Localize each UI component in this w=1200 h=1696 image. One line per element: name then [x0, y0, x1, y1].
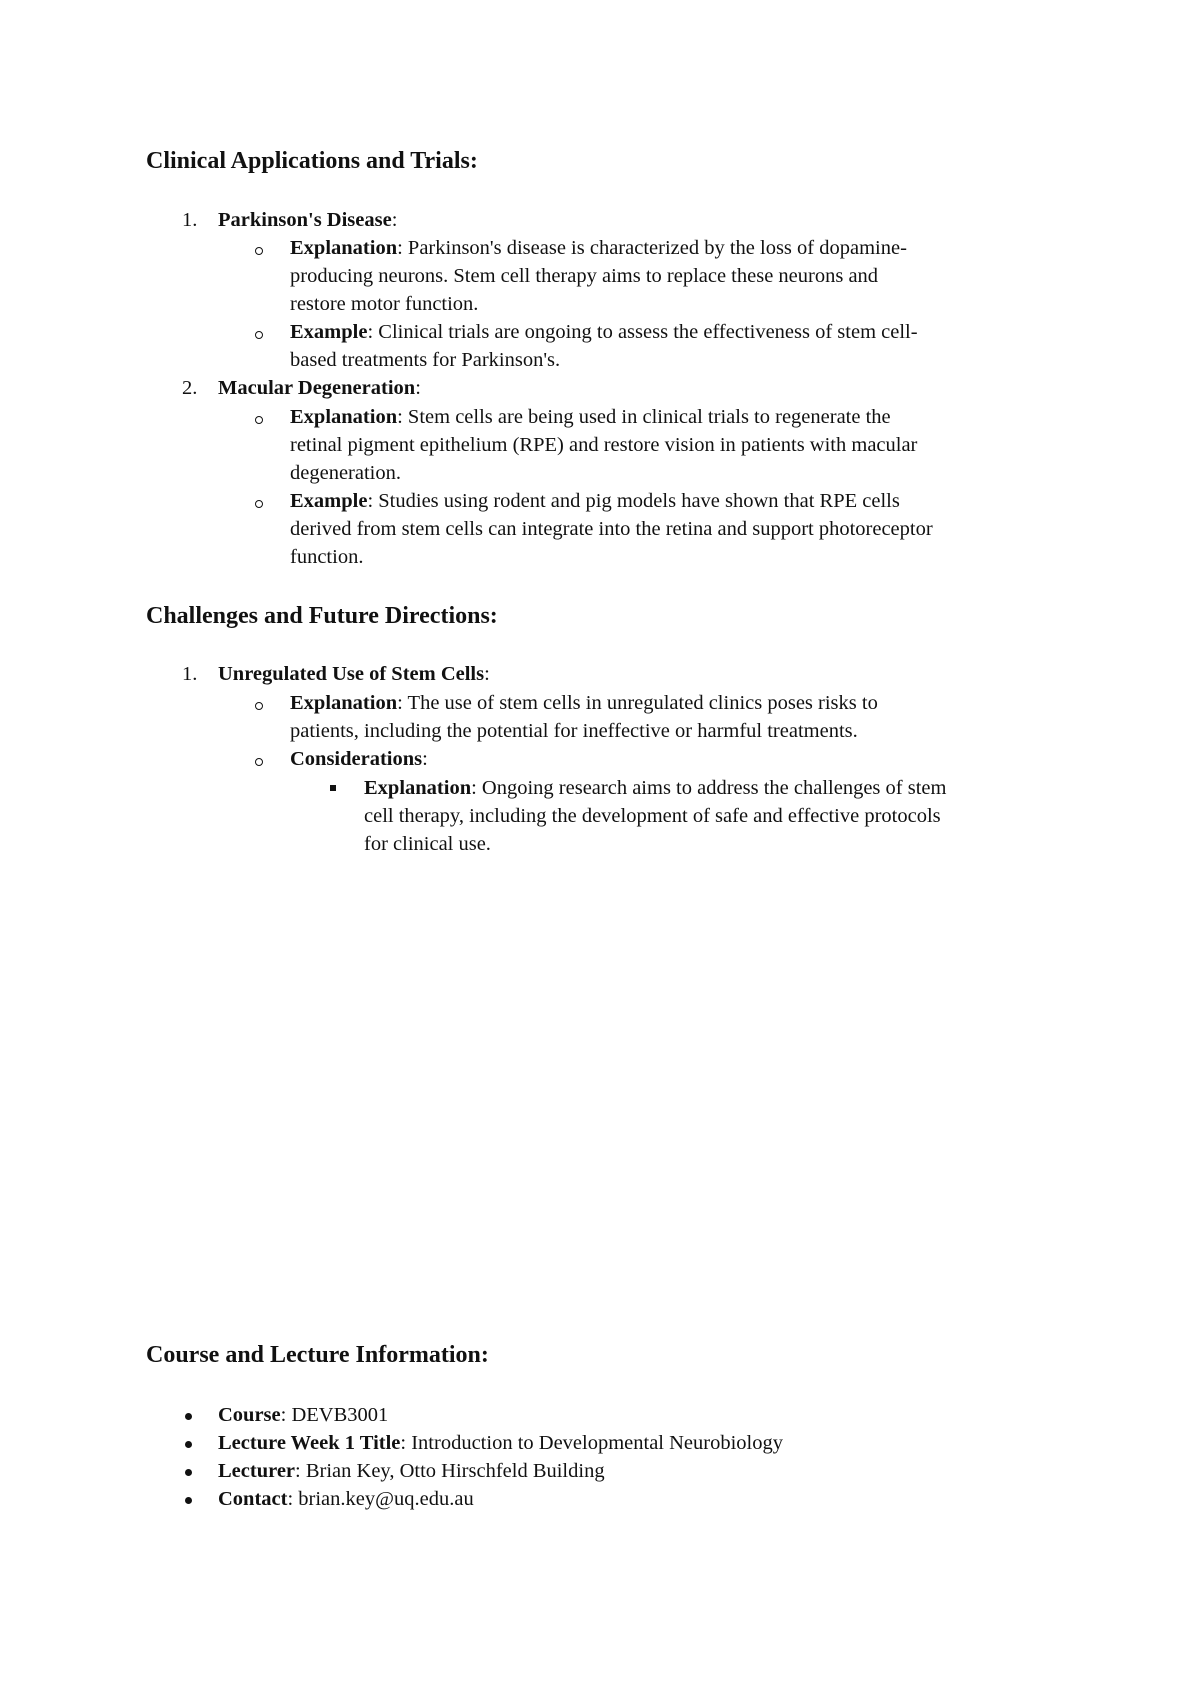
explanation-text: : Parkinson's disease is characterized by the loss of dopamine-	[397, 237, 907, 259]
list-item	[218, 1485, 474, 1513]
list-number: 1.	[182, 663, 198, 685]
sub-item-explanation	[290, 403, 891, 431]
example-label: Example	[290, 490, 368, 512]
info-label: Lecturer	[218, 1460, 296, 1482]
sub-item-explanation	[290, 689, 878, 717]
circle-bullet-icon	[255, 416, 263, 424]
sub-item-example	[290, 318, 918, 346]
explanation-label: Explanation	[290, 237, 398, 259]
circle-bullet-icon	[255, 331, 263, 339]
sub-sub-item-explanation	[364, 774, 946, 802]
circle-bullet-icon	[255, 758, 263, 766]
list-item-title	[218, 206, 397, 234]
explanation-text: producing neurons. Stem cell therapy aims to replace these neurons and	[290, 265, 879, 287]
section-heading-challenges: Challenges and Future Directions:	[146, 603, 498, 629]
list-number: 2.	[182, 377, 198, 399]
list-item	[218, 1401, 388, 1429]
item-title-text: Macular Degeneration	[218, 377, 416, 399]
considerations-label: Considerations	[290, 748, 423, 770]
info-label: Contact	[218, 1488, 288, 1510]
section-heading-clinical: Clinical Applications and Trials:	[146, 148, 478, 174]
disc-bullet-icon	[185, 1469, 192, 1476]
list-item-title	[218, 660, 490, 688]
example-text: : Studies using rodent and pig models have shown that RPE cells	[367, 490, 900, 512]
square-bullet-icon	[330, 785, 336, 791]
example-text: function.	[290, 546, 364, 568]
info-value: : brian.key@uq.edu.au	[287, 1488, 474, 1510]
info-value: : DEVB3001	[280, 1404, 389, 1426]
item-title-colon: :	[484, 663, 490, 685]
example-text: derived from stem cells can integrate into the retina and support photoreceptor	[290, 518, 933, 540]
sub-item-considerations	[290, 745, 428, 773]
explanation-text: degeneration.	[290, 462, 401, 484]
explanation-label: Explanation	[290, 692, 398, 714]
info-label: Lecture Week 1 Title	[218, 1432, 401, 1454]
explanation-text: restore motor function.	[290, 293, 479, 315]
list-item	[218, 1429, 783, 1457]
item-title-text: Parkinson's Disease	[218, 209, 392, 231]
explanation-text: cell therapy, including the development of safe and effective protocols	[364, 805, 941, 827]
example-text: : Clinical trials are ongoing to assess the effectiveness of stem cell-	[367, 321, 918, 343]
circle-bullet-icon	[255, 247, 263, 255]
sub-item-explanation	[290, 234, 907, 262]
explanation-text: for clinical use.	[364, 833, 491, 855]
explanation-text: : Ongoing research aims to address the challenges of stem	[471, 777, 947, 799]
explanation-text: retinal pigment epithelium (RPE) and restore vision in patients with macular	[290, 434, 918, 456]
info-label: Course	[218, 1404, 281, 1426]
disc-bullet-icon	[185, 1441, 192, 1448]
explanation-label: Explanation	[290, 406, 398, 428]
list-item-title	[218, 374, 421, 402]
info-value: : Brian Key, Otto Hirschfeld Building	[295, 1460, 605, 1482]
sub-item-example	[290, 487, 900, 515]
disc-bullet-icon	[185, 1497, 192, 1504]
circle-bullet-icon	[255, 500, 263, 508]
section-heading-course-info: Course and Lecture Information:	[146, 1342, 489, 1368]
considerations-colon: :	[422, 748, 428, 770]
explanation-label: Explanation	[364, 777, 472, 799]
example-label: Example	[290, 321, 368, 343]
circle-bullet-icon	[255, 702, 263, 710]
explanation-text: patients, including the potential for ineffective or harmful treatments.	[290, 720, 858, 742]
info-value: : Introduction to Developmental Neurobiology	[400, 1432, 783, 1454]
list-item	[218, 1457, 605, 1485]
item-title-text: Unregulated Use of Stem Cells	[218, 663, 485, 685]
item-title-colon: :	[415, 377, 421, 399]
list-number: 1.	[182, 209, 198, 231]
explanation-text: : Stem cells are being used in clinical trials to regenerate the	[397, 406, 891, 428]
example-text: based treatments for Parkinson's.	[290, 349, 561, 371]
disc-bullet-icon	[185, 1413, 192, 1420]
item-title-colon: :	[391, 209, 398, 231]
explanation-text: : The use of stem cells in unregulated clinics poses risks to	[397, 692, 878, 714]
